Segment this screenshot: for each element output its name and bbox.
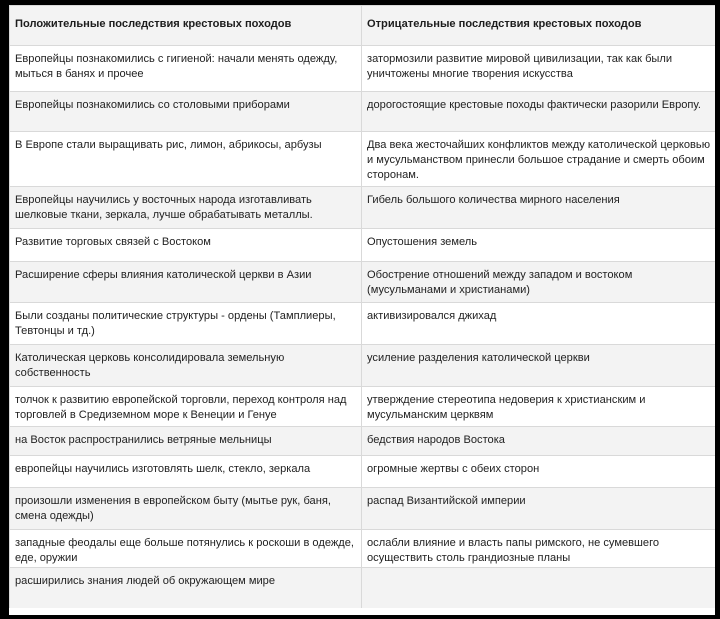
negative-cell: утверждение стереотипа недоверия к христианским и мусульманским церквям <box>362 387 716 427</box>
document-frame <box>9 5 715 615</box>
table-row <box>10 345 716 387</box>
table-row <box>10 187 716 229</box>
negative-cell <box>362 568 716 608</box>
positive-cell: Развитие торговых связей с Востоком <box>10 229 362 262</box>
positive-cell: расширились знания людей об окружающем мире <box>10 568 362 608</box>
table-row <box>10 132 716 187</box>
table-row <box>10 92 716 132</box>
positive-cell: Европейцы познакомились с гигиеной: начали менять одежду, мыться в банях и прочее <box>10 46 362 92</box>
negative-cell: Два века жесточайших конфликтов между католической церковью и мусульманством принесли большое страдание и смерть обоим сторонам. <box>362 132 716 187</box>
positive-cell: Европейцы познакомились со столовыми приборами <box>10 92 362 132</box>
header-positive: Положительные последствия крестовых походов <box>10 6 362 46</box>
negative-cell: огромные жертвы с обеих сторон <box>362 456 716 488</box>
table-row <box>10 387 716 427</box>
positive-cell: толчок к развитию европейской торговли, переход контроля над торговлей в Средиземном море к Венеции и Генуе <box>10 387 362 427</box>
table-row <box>10 303 716 345</box>
positive-cell: западные феодалы еще больше потянулись к роскоши в одежде, еде, оружии <box>10 530 362 568</box>
positive-cell: В Европе стали выращивать рис, лимон, абрикосы, арбузы <box>10 132 362 187</box>
consequences-table <box>9 5 715 608</box>
negative-cell: активизировался джихад <box>362 303 716 345</box>
negative-cell: ослабли влияние и власть папы римского, не сумевшего осуществить столь грандиозные планы <box>362 530 716 568</box>
negative-cell: Опустошения земель <box>362 229 716 262</box>
positive-cell: европейцы научились изготовлять шелк, стекло, зеркала <box>10 456 362 488</box>
positive-cell: Были созданы политические структуры - ордены (Тамплиеры, Тевтонцы и тд.) <box>10 303 362 345</box>
positive-cell: произошли изменения в европейском быту (мытье рук, баня, смена одежды) <box>10 488 362 530</box>
negative-cell: бедствия народов Востока <box>362 427 716 456</box>
header-negative: Отрицательные последствия крестовых походов <box>362 6 716 46</box>
table-row <box>10 262 716 303</box>
table-row <box>10 530 716 568</box>
positive-cell: Католическая церковь консолидировала земельную собственность <box>10 345 362 387</box>
positive-cell: Европейцы научились у восточных народа изготавливать шелковые ткани, зеркала, лучше обрабатывать металлы. <box>10 187 362 229</box>
positive-cell: на Восток распространились ветряные мельницы <box>10 427 362 456</box>
table-row <box>10 568 716 608</box>
table-row <box>10 456 716 488</box>
table-header-row <box>10 6 716 46</box>
negative-cell: усиление разделения католической церкви <box>362 345 716 387</box>
table-row <box>10 229 716 262</box>
negative-cell: Гибель большого количества мирного населения <box>362 187 716 229</box>
negative-cell: распад Византийской империи <box>362 488 716 530</box>
table-row <box>10 427 716 456</box>
negative-cell: дорогостоящие крестовые походы фактически разорили Европу. <box>362 92 716 132</box>
positive-cell: Расширение сферы влияния католической церкви в Азии <box>10 262 362 303</box>
negative-cell: Обострение отношений между западом и востоком (мусульманами и христианами) <box>362 262 716 303</box>
table-row <box>10 488 716 530</box>
negative-cell: затормозили развитие мировой цивилизации, так как были уничтожены многие творения искусства <box>362 46 716 92</box>
table-row <box>10 46 716 92</box>
